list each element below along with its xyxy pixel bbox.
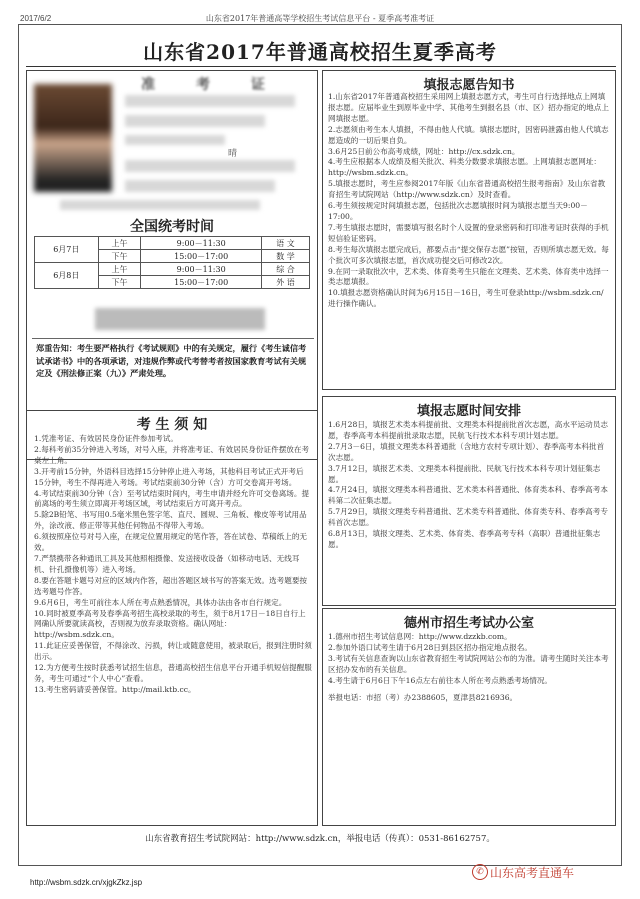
list-item: 7.严禁携带各种通讯工具及其他照相摄像、发送接收设备（如移动电话、无线耳机、针孔摄像机等）进入考场。	[34, 553, 300, 574]
list-item: 2.7月3－6日，填报文理类本科普通批（含地方农村专项计划）、春季高考本科批首次志愿。	[328, 441, 605, 462]
print-url: http://wsbm.sdzk.cn/xjgkZkz.jsp	[30, 878, 143, 887]
list-item: 4.考试结束前30分钟（含）至考试结束时间内，考生申请并经允许可交卷离场。提前离场的考生须立即离开考场区域，考试结束后方可离开考点。	[34, 488, 310, 509]
print-date: 2017/6/2	[20, 14, 52, 23]
schedule-date: 6月7日	[35, 237, 99, 263]
title-divider	[26, 66, 616, 67]
list-item: 8.考生每次填报志愿完成后，都要点击“提交保存志愿”按钮，否则所填志愿无效。每个批次可多次填报志愿，首次成功提交后可修改2次。	[328, 244, 609, 265]
table-row	[35, 263, 310, 276]
list-item: 5.填报志愿时，考生应参阅2017年版《山东省普通高校招生报考指南》及山东省教育招生考试院网站（http://www.sdzk.cn）及时查看。	[328, 179, 606, 200]
print-header	[0, 0, 640, 24]
redacted-barcode	[95, 308, 265, 330]
redacted-field	[125, 95, 295, 107]
redacted-field	[125, 180, 275, 192]
report-phone: 举报电话：市招（考）办2388605，夏津县8216936。	[328, 692, 518, 702]
list-item: 1.6月28日，填报艺术类本科提前批、文理类本科提前批首次志愿，高水平运动员志愿，春季高考本科提前批录取志愿，民航飞行技术本科专项计划志愿。	[328, 420, 608, 440]
schedule-subject: 外 语	[261, 276, 309, 289]
list-item: 6.8月13日，填报文理类、艺术类、体育类、春季高考专科（高职）普通批征集志愿。	[328, 529, 601, 549]
schedule-time: 9:00－11:30	[141, 237, 262, 250]
candidate-photo	[34, 84, 112, 192]
notice-divider	[32, 338, 314, 339]
notice-letter-title: 填报志愿告知书	[423, 78, 515, 93]
redacted-field	[125, 160, 295, 172]
list-item: 1.山东省2017年普通高校招生采用网上填报志愿方式，考生可自行选择地点上网填报志愿。应届毕业生到原毕业中学、其他考生到报名县（市、区）招办指定的地点上网填报志愿。	[328, 92, 609, 123]
schedule-subject: 数 学	[261, 250, 309, 263]
schedule-time: 15:00－17:00	[141, 250, 262, 263]
list-item: 7.考生填报志愿时，需要填写报名时个人设置的登录密码和打印准考证时获得的手机短信验证密码。	[328, 222, 609, 243]
admission-heading: 准 考 证	[141, 77, 283, 93]
time-schedule-title: 填报志愿时间安排	[416, 404, 521, 419]
list-item: 2.参加外语口试考生请于6月28日到县区招办指定地点报名。	[328, 642, 532, 652]
exam-notes-list	[34, 434, 312, 696]
list-item: 13.考生密码请妥善保管。http://mail.ktb.cc。	[34, 684, 196, 694]
redacted-field	[125, 135, 225, 145]
notice-letter-list	[328, 92, 610, 310]
list-item: 4.7月24日，填报文理类本科普通批、艺术类本科普通批、体育类本科、春季高考本科第二次征集志愿。	[328, 485, 608, 506]
list-item: 12.为方便考生按时获悉考试招生信息，普通高校招生信息平台开通手机短信提醒服务，考生可通过“个人中心”查看。	[34, 663, 312, 683]
list-item: 9.6月6日，考生可前往本人所在考点熟悉情况，具体办法由各市自行规定。	[34, 597, 287, 607]
list-item: 5.7月29日，填报文理类专科普通批、艺术类专科普通批、体育类专科、春季高考专科首次志愿。	[328, 507, 608, 528]
list-item: 1.德州市招生考试信息网：http://www.dzzkb.com。	[328, 632, 512, 641]
document-title: 山东省2017年普通高校招生夏季高考	[143, 40, 497, 64]
list-item: 2.志愿须由考生本人填报，不得由他人代填。填报志愿时，因密码泄露由他人代填志愿造成的一切后果自负。	[328, 124, 609, 145]
print-site-title: 山东省2017年普通高等学校招生考试信息平台 - 夏季高考准考证	[205, 14, 435, 23]
list-item: 3.7月12日，填报艺术类、文理类本科提前批、民航飞行技术本科专项计划征集志愿。	[328, 463, 601, 484]
watermark-text: 山东高考直通车	[490, 866, 575, 880]
schedule-subject: 语 文	[261, 237, 309, 250]
schedule-period: 下午	[98, 250, 141, 263]
list-item: 3.考试有关信息查询以山东省教育招生考试院网站公布的为准。请考生随时关注本考区招办发布的有关信息。	[328, 653, 609, 674]
integrity-notice: 郑重告知：考生要严格执行《考试规则》中的有关规定，履行《考生诚信考试承诺书》中的各项承诺，对违规作弊或代考替考者按国家教育考试有关规定及《刑法修正案（九）》严肃处理。	[36, 343, 307, 378]
list-item: 8.要在答题卡题号对应的区域内作答，超出答题区域书写的答案无效。选考题要按选考题号作答。	[34, 575, 308, 596]
list-item: 5.除2B铅笔、书写用0.5毫米黑色签字笔、直尺、圆规、三角板、橡皮等考试用品外，涂改液、修正带等其他任何物品不得带入考场。	[34, 510, 307, 531]
exam-notes-title: 考 生 须 知	[136, 417, 208, 433]
redacted-field	[125, 115, 265, 127]
list-item: 6.考生须按规定时间填报志愿，包括批次志愿填报时间为填报志愿当天9:00－17:00。	[328, 201, 588, 221]
schedule-time: 15:00－17:00	[141, 276, 262, 289]
dezhou-office-title: 德州市招生考试办公室	[403, 616, 534, 631]
wechat-icon: ✆	[472, 864, 488, 880]
schedule-date: 6月8日	[35, 263, 99, 289]
exam-time-title: 全国统考时间	[130, 219, 214, 235]
list-item: 9.在同一录取批次中，艺术类、体育类考生只能在文理类、艺术类、体育类中选择一类志愿填报。	[328, 266, 609, 287]
document-footer: 山东省教育招生考试院网站：http://www.sdzk.cn，举报电话（传真）：0531-86162757。	[145, 834, 495, 844]
list-item: 10.同时被夏季高考及春季高考招生高校录取的考生，须于8月17日－18日自行上网确认所要就读高校，否则视为放弃录取资格。确认网址：http://wsbm.sdzk.cn。	[34, 608, 306, 640]
list-item: 4.考生请于6月6日下午16点左右前往本人所在考点熟悉考场情况。	[328, 675, 553, 685]
list-item: 11.此证应妥善保管，不得涂改、污损，转让或随意使用，被录取后，报到注册时须出示。	[34, 641, 312, 662]
list-item: 1.凭准考证、有效居民身份证件参加考试。	[34, 434, 178, 443]
redacted-field	[60, 200, 260, 210]
dezhou-office-list	[328, 632, 610, 703]
ticket-fragment-text: 晴	[228, 149, 238, 159]
list-item: 2.每科考前35分钟进入考场，对号入座，并将准考证、有效居民身份证件摆放在考桌左上角。	[34, 444, 310, 465]
table-row	[35, 237, 310, 250]
schedule-subject: 综 合	[261, 263, 309, 276]
list-item: 3.6月25日前公布高考成绩，网址：http://cx.sdzk.cn。	[328, 146, 520, 156]
list-item: 3.开考前15分钟，外语科目选择15分钟停止进入考场，其他科目考试正式开考后15分钟，考生不得再进入考场。考试结束前30分钟（含）方可交卷离开考场。	[34, 466, 304, 487]
list-item: 6.须按照座位号对号入座，在规定位置用规定的笔作答，答在试卷、草稿纸上的无效。	[34, 532, 308, 553]
list-item: 4.考生应根据本人成绩及相关批次、科类分数要求填报志愿。上网填报志愿网址：http://wsbm.sdzk.cn。	[328, 157, 602, 178]
schedule-period: 上午	[98, 263, 141, 276]
list-item: 10.填报志愿资格确认时间为6月15日－16日，考生可登录http://wsbm.sdzk.cn/进行操作确认。	[328, 288, 604, 309]
exam-schedule-table	[34, 236, 310, 289]
schedule-period: 下午	[98, 276, 141, 289]
schedule-time: 9:00－11:30	[141, 263, 262, 276]
time-schedule-list	[328, 420, 610, 551]
schedule-period: 上午	[98, 237, 141, 250]
